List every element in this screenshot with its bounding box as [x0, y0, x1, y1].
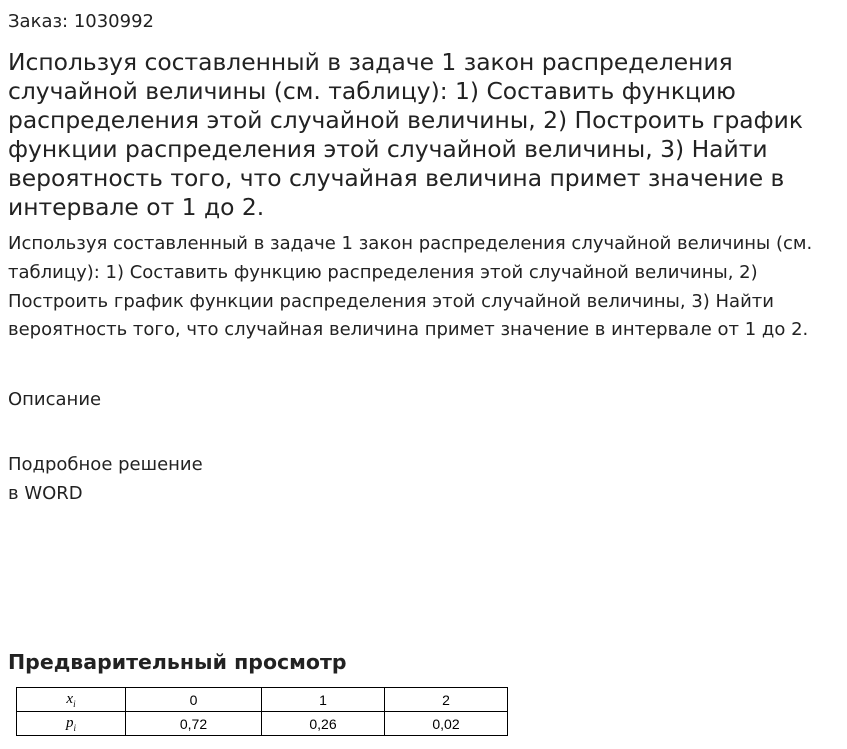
table-cell: 0,02	[385, 712, 508, 736]
row-header: $p_i$	[17, 712, 126, 736]
table-row	[17, 688, 508, 712]
order-number: Заказ: 1030992	[8, 11, 154, 32]
table-cell: 1	[262, 688, 385, 712]
distribution-table	[16, 687, 508, 736]
description-label: Описание	[8, 389, 102, 410]
task-title: Используя составленный в задаче 1 закон распределения случайной величины (см. таблицу): 1) Составить функцию распределения этой случайной величины, 2) Построить график функции распределения этой случайной величины, 3) Найти вероятность того, что случайная величина примет значение в интервале от 1 до 2.	[8, 48, 803, 221]
solution-note	[8, 450, 203, 508]
row-header: $x_i$	[17, 688, 126, 712]
task-text: Используя составленный в задаче 1 закон распределения случайной величины (см. таблицу): 1) Составить функцию распределения этой случайной величины, 2) Построить график функции распределения этой случайной величины, 3) Найти вероятность того, что случайная величина примет значение в интервале от 1 до 2.	[8, 233, 813, 341]
table-row	[17, 712, 508, 736]
table-cell: 0,26	[262, 712, 385, 736]
table-cell: 0	[126, 688, 262, 712]
preview-title: Предварительный просмотр	[8, 650, 347, 674]
table-cell: 2	[385, 688, 508, 712]
solution-line: Подробное решение	[8, 454, 203, 475]
solution-line: в WORD	[8, 483, 83, 504]
table-cell: 0,72	[126, 712, 262, 736]
